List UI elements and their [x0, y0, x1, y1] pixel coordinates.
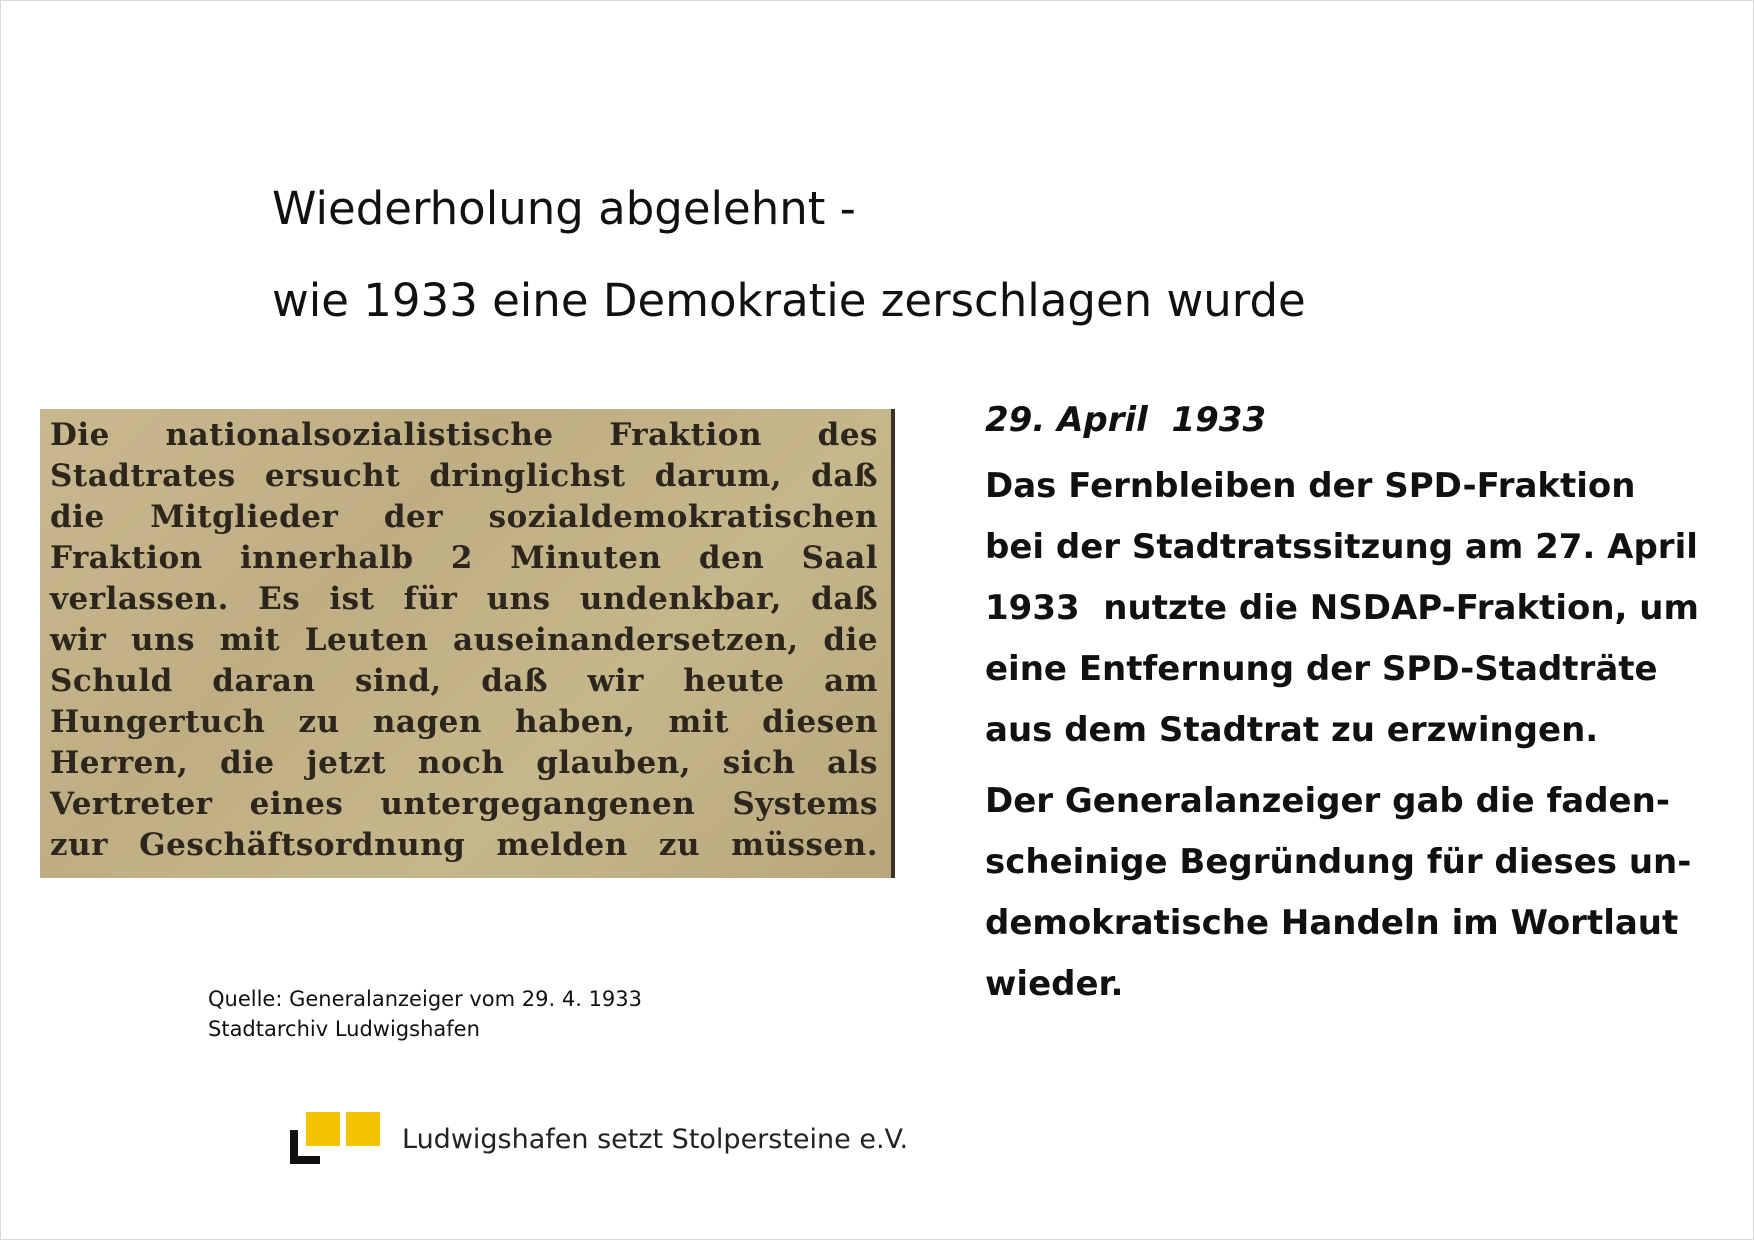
clipping-line: Schuld daran sind, daß wir heute am — [50, 663, 878, 699]
paragraph-line: Der Generalanzeiger gab die faden- — [985, 781, 1670, 821]
page-title-line-1: Wiederholung abgelehnt - — [272, 182, 856, 235]
paragraph-line: aus dem Stadtrat zu erzwingen. — [985, 710, 1599, 750]
clipping-line: zur Geschäftsordnung melden zu müssen. — [50, 827, 878, 863]
paragraph-line: bei der Stadtratssitzung am 27. April — [985, 527, 1698, 567]
newspaper-clipping-text — [50, 415, 878, 866]
clipping-line: Fraktion innerhalb 2 Minuten den Saal — [50, 540, 878, 576]
source-line-1: Quelle: Generalanzeiger vom 29. 4. 1933 — [208, 987, 643, 1011]
organization-name: Ludwigshafen setzt Stolpersteine e.V. — [402, 1124, 909, 1155]
source-caption — [208, 984, 642, 1044]
paragraph-line: eine Entfernung der SPD-Stadträte — [985, 649, 1658, 689]
clipping-line: Die nationalsozialistische Fraktion des — [50, 417, 878, 453]
paragraph-line: scheinige Begründung für dieses un- — [985, 842, 1692, 882]
organization-logo-icon — [290, 1112, 386, 1164]
paragraph-line: demokratische Handeln im Wortlaut — [985, 903, 1679, 943]
clipping-line: Hungertuch zu nagen haben, mit diesen — [50, 704, 878, 740]
newspaper-clipping — [40, 409, 895, 878]
clipping-line: wir uns mit Leuten auseinandersetzen, die — [50, 622, 878, 658]
clipping-line: die Mitglieder der sozialdemokratischen — [50, 499, 878, 535]
article-date: 29. April 1933 — [985, 400, 1267, 440]
page-title-line-2: wie 1933 eine Demokratie zerschlagen wurde — [272, 274, 1306, 327]
paragraph-line: 1933 nutzte die NSDAP-Fraktion, um — [985, 588, 1699, 628]
clipping-line: Vertreter eines untergegangenen Systems — [50, 786, 878, 822]
paragraph-line: Das Fernbleiben der SPD-Fraktion — [985, 466, 1636, 506]
article-paragraph-2 — [985, 771, 1692, 1015]
source-line-2: Stadtarchiv Ludwigshafen — [208, 1017, 480, 1041]
clipping-line: verlassen. Es ist für uns undenkbar, daß — [50, 581, 878, 617]
article-paragraph-1 — [985, 456, 1699, 761]
paragraph-line: wieder. — [985, 964, 1124, 1004]
article-column — [985, 400, 1699, 1025]
clipping-line: Stadtrates ersucht dringlichst darum, daß — [50, 458, 878, 494]
clipping-line: Herren, die jetzt noch glauben, sich als — [50, 745, 878, 781]
